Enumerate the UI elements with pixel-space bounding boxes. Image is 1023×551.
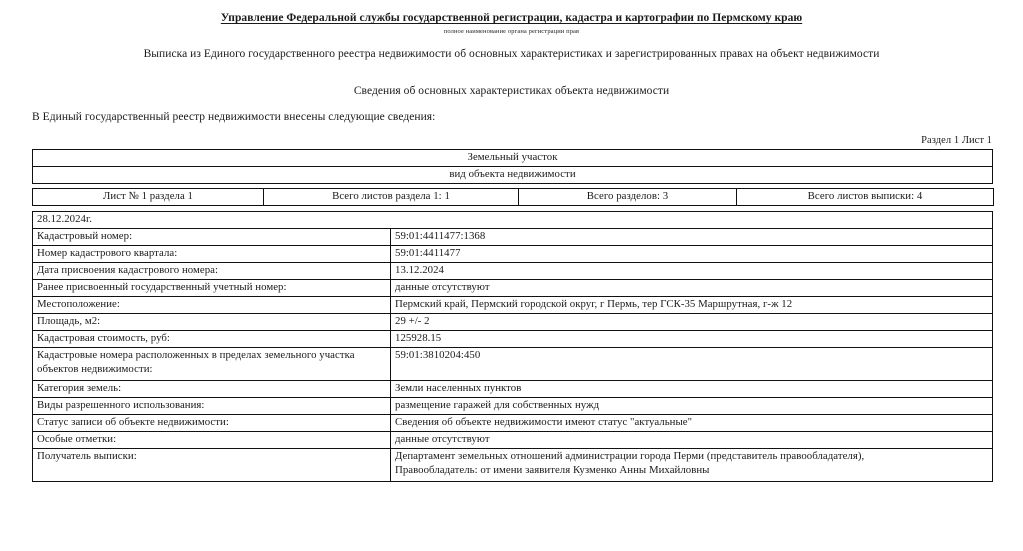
- table-row: [33, 348, 993, 381]
- table-row-issue-date: [33, 212, 993, 229]
- document-title: Выписка из Единого государственного реестра недвижимости об основных характеристиках и зарегистрированных правах на объект недвижимости: [143, 48, 880, 60]
- table-row: [33, 150, 993, 167]
- detail-label: Площадь, м2:: [33, 314, 391, 331]
- detail-label: Дата присвоения кадастрового номера:: [33, 263, 391, 280]
- detail-label: Особые отметки:: [33, 432, 391, 449]
- object-type-table: [32, 149, 993, 184]
- detail-value: 29 +/- 2: [391, 314, 993, 331]
- detail-value: Земли населенных пунктов: [391, 381, 993, 398]
- table-row: [33, 189, 994, 206]
- table-row: [33, 246, 993, 263]
- table-row: [33, 432, 993, 449]
- issue-date-cell: 28.12.2024г.: [33, 212, 993, 229]
- detail-value: размещение гаражей для собственных нужд: [391, 398, 993, 415]
- detail-value: данные отсутствуют: [391, 432, 993, 449]
- counts-table: [32, 188, 994, 206]
- table-row: [33, 314, 993, 331]
- detail-value: 13.12.2024: [391, 263, 993, 280]
- detail-label: Местоположение:: [33, 297, 391, 314]
- detail-value: 125928.15: [391, 331, 993, 348]
- organization-caption: полное наименование органа регистрации прав: [443, 28, 580, 35]
- recipient-line-1: Департамент земельных отношений администрации города Перми (представитель правообладателя),: [395, 450, 865, 462]
- object-type-caption: вид объекта недвижимости: [33, 167, 993, 184]
- detail-label: Категория земель:: [33, 381, 391, 398]
- table-row: [33, 415, 993, 432]
- detail-value: 59:01:4411477: [391, 246, 993, 263]
- detail-label: Виды разрешенного использования:: [33, 398, 391, 415]
- detail-value: Сведения об объекте недвижимости имеют статус "актуальные": [391, 415, 993, 432]
- table-row: [33, 263, 993, 280]
- sections-total-cell: Всего разделов: 3: [519, 189, 737, 206]
- recipient-line-2: Правообладатель: от имени заявителя Кузменко Анны Михайловны: [395, 463, 710, 476]
- section-title: Сведения об основных характеристиках объекта недвижимости: [353, 85, 670, 97]
- detail-label: Кадастровая стоимость, руб:: [33, 331, 391, 348]
- sheet-number-cell: Лист № 1 раздела 1: [33, 189, 264, 206]
- table-row: [33, 381, 993, 398]
- table-row: [33, 167, 993, 184]
- sheet-reference: Раздел 1 Лист 1: [921, 135, 992, 146]
- detail-label: Получатель выписки:: [33, 449, 391, 482]
- detail-label: Кадастровый номер:: [33, 229, 391, 246]
- details-table: [32, 211, 993, 482]
- object-type-value: Земельный участок: [33, 150, 993, 167]
- document-page: [0, 8, 1023, 551]
- organization-title-wrap: [0, 8, 1023, 26]
- detail-label: Статус записи об объекте недвижимости:: [33, 415, 391, 432]
- organization-title: Управление Федеральной службы государственной регистрации, кадастра и картографии по Пермскому краю: [220, 12, 803, 24]
- extract-sheets-total-cell: Всего листов выписки: 4: [737, 189, 994, 206]
- table-row: [33, 331, 993, 348]
- intro-line: В Единый государственный реестр недвижимости внесены следующие сведения:: [32, 111, 436, 123]
- detail-value-multiline: [391, 449, 993, 482]
- table-row: [33, 229, 993, 246]
- table-row: [33, 297, 993, 314]
- section-sheets-total-cell: Всего листов раздела 1: 1: [264, 189, 519, 206]
- table-row: [33, 280, 993, 297]
- detail-label: Ранее присвоенный государственный учетный номер:: [33, 280, 391, 297]
- detail-label: Кадастровые номера расположенных в пределах земельного участка объектов недвижимости:: [33, 348, 391, 381]
- detail-value: 59:01:4411477:1368: [391, 229, 993, 246]
- detail-value: данные отсутствуют: [391, 280, 993, 297]
- detail-value: 59:01:3810204:450: [391, 348, 993, 381]
- detail-label: Номер кадастрового квартала:: [33, 246, 391, 263]
- table-row: [33, 449, 993, 482]
- table-row: [33, 398, 993, 415]
- detail-value: Пермский край, Пермский городской округ, г Пермь, тер ГСК-35 Маршрутная, г-ж 12: [391, 297, 993, 314]
